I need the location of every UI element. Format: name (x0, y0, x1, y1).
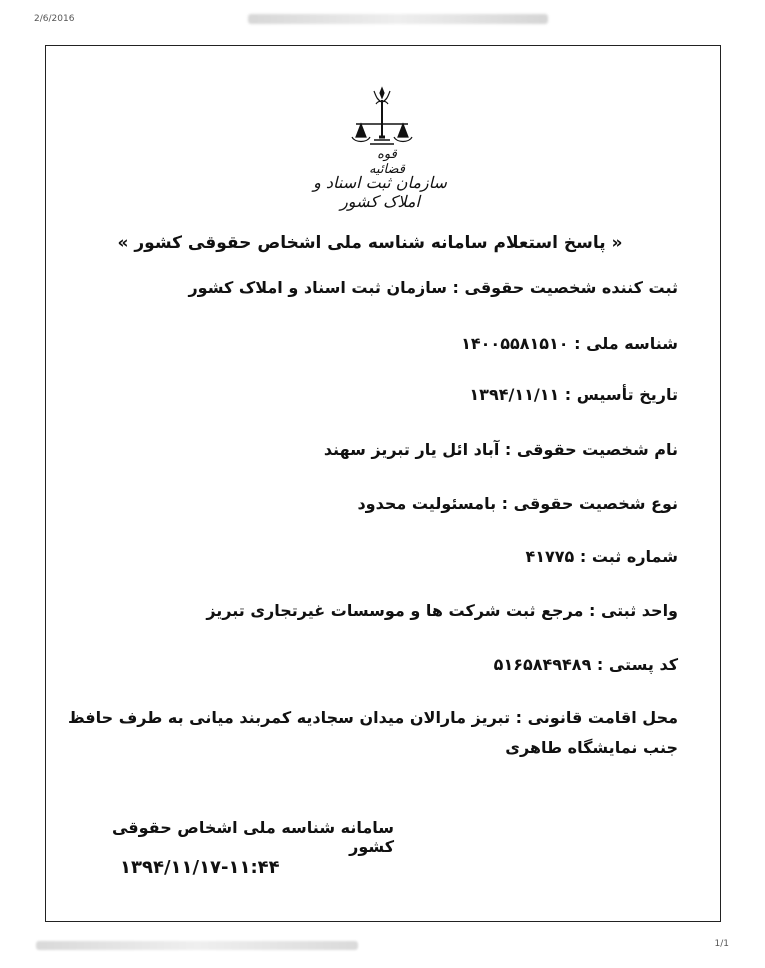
judiciary-label: قوه قضائیه (369, 147, 405, 177)
field-registration-unit: واحد ثبتی : مرجع ثبت شرکت ها و موسسات غیرتجاری تبریز (206, 601, 678, 620)
print-footer-page-number: 1/1 (714, 939, 729, 949)
field-legal-entity-name: نام شخصیت حقوقی : آباد ائل یار تبریز سهند (323, 440, 678, 459)
timestamp: ۱۳۹۴/۱۱/۱۷-۱۱:۴۴ (120, 857, 280, 878)
field-legal-address: محل اقامت قانونی : تبریز مارالان میدان سجادیه کمربند میانی به طرف حافظ جنب نمایشگاه طاهری (67, 708, 678, 758)
field-registrant: ثبت کننده شخصیت حقوقی : سازمان ثبت اسناد و املاک کشور (188, 278, 678, 297)
document-title: « پاسخ استعلام سامانه شناسه ملی اشخاص حقوقی کشور » (117, 233, 623, 253)
system-name: سامانه شناسه ملی اشخاص حقوقی کشور (111, 818, 394, 856)
field-establishment-date: تاریخ تأسیس : ۱۳۹۴/۱۱/۱۱ (469, 385, 678, 404)
organization-label: سازمان ثبت اسناد و املاک کشور (313, 173, 447, 211)
print-footer-url (36, 941, 358, 950)
print-header-date: 2/6/2016 (34, 14, 75, 24)
field-legal-entity-type: نوع شخصیت حقوقی : بامسئولیت محدود (357, 494, 678, 513)
print-header-url (248, 14, 548, 24)
field-national-id: شناسه ملی : ۱۴۰۰۵۵۸۱۵۱۰ (461, 334, 678, 353)
field-postal-code: کد پستی : ۵۱۶۵۸۴۹۴۸۹ (493, 655, 678, 674)
field-registration-number: شماره ثبت : ۴۱۷۷۵ (525, 547, 678, 566)
